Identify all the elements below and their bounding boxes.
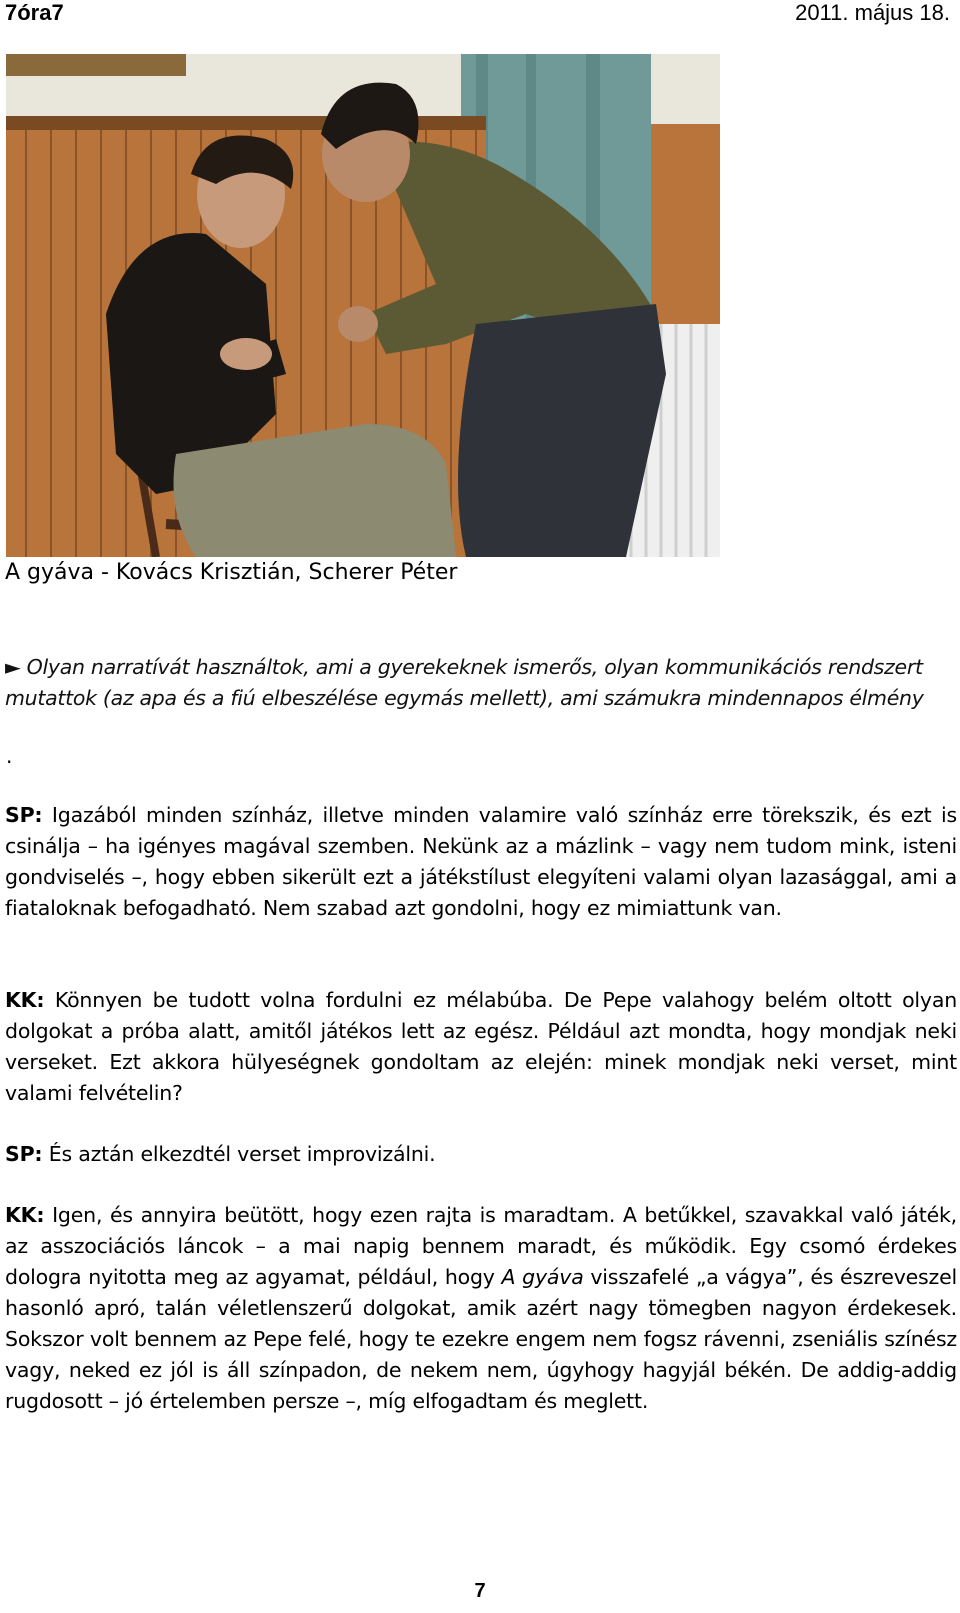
rehearsal-photo-illustration <box>6 54 720 557</box>
interview-paragraph <box>5 800 957 924</box>
interview-paragraph <box>5 985 957 1109</box>
paragraph-text: És aztán elkezdtél verset improvizálni. <box>42 1142 436 1166</box>
page-number: 7 <box>474 1580 486 1602</box>
speaker-label: SP: <box>5 803 43 827</box>
speaker-label: KK: <box>5 988 45 1012</box>
photo-caption: A gyáva - Kovács Krisztián, Scherer Péter <box>5 560 458 585</box>
interview-paragraph <box>5 1200 957 1417</box>
issue-date: 2011. május 18. <box>795 0 950 25</box>
paragraph-text: Igen, és annyira beütött, hogy ezen rajta is maradtam. A betűkkel, szavakkal való játék, az asszociációs láncok – a mai napig bennem maradt, és működik. Egy csomó érdekes dologra nyitotta meg az agyamat, például, hogy <box>5 1203 957 1289</box>
page-header <box>5 0 950 30</box>
paragraph-text: Igazából minden színház, illetve minden valamire való színház erre törekszik, és ezt is csinálja – ha igényes magával szemben. Nekünk az a mázlink – vagy nem tudom mink, isteni gondviselés –, hogy ebben sikerült ezt a játékstílust elegyíteni valami olyan lazasággal, ami a fiataloknak befogadható. Nem szabad azt gondolni, hogy ez mimiattunk van. <box>5 803 957 920</box>
stray-period: . <box>6 744 13 768</box>
play-title: A gyáva <box>501 1265 584 1289</box>
rehearsal-photo <box>6 54 720 557</box>
paragraph-text-continued: visszafelé „a vágya”, és észreveszel hasonló apró, talán véletlenszerű dolgokat, amik azért nagy tömegben nagyon érdekesek. Sokszor volt bennem az Pepe felé, hogy te ezekre engem nem fogsz rávenni, zseniális színész vagy, neked ez jól is áll színpadon, de nekem nem, úgyhogy hagyjál békén. De addig-addig rugdosott – jó értelemben persze –, míg elfogadtam és meglett. <box>5 1265 957 1413</box>
publication-name: 7óra7 <box>5 0 64 25</box>
speaker-label: SP: <box>5 1142 43 1166</box>
speaker-label: KK: <box>5 1203 45 1227</box>
interview-paragraph <box>5 1139 957 1170</box>
paragraph-text: Könnyen be tudott volna fordulni ez mélabúba. De Pepe valahogy belém oltott olyan dolgokat a próba alatt, amitől játékos lett az egész. Például azt mondta, hogy mondjak neki verseket. Ezt akkora hülyeségnek gondoltam az elején: minek mondjak neki verset, mint valami felvételin? <box>5 988 957 1105</box>
lead-question: ► Olyan narratívát használtok, ami a gyerekeknek ismerős, olyan kommunikációs rendszert mutattok (az apa és a fiú elbeszélése egymás mellett), ami számukra mindennapos élmény <box>5 655 924 710</box>
